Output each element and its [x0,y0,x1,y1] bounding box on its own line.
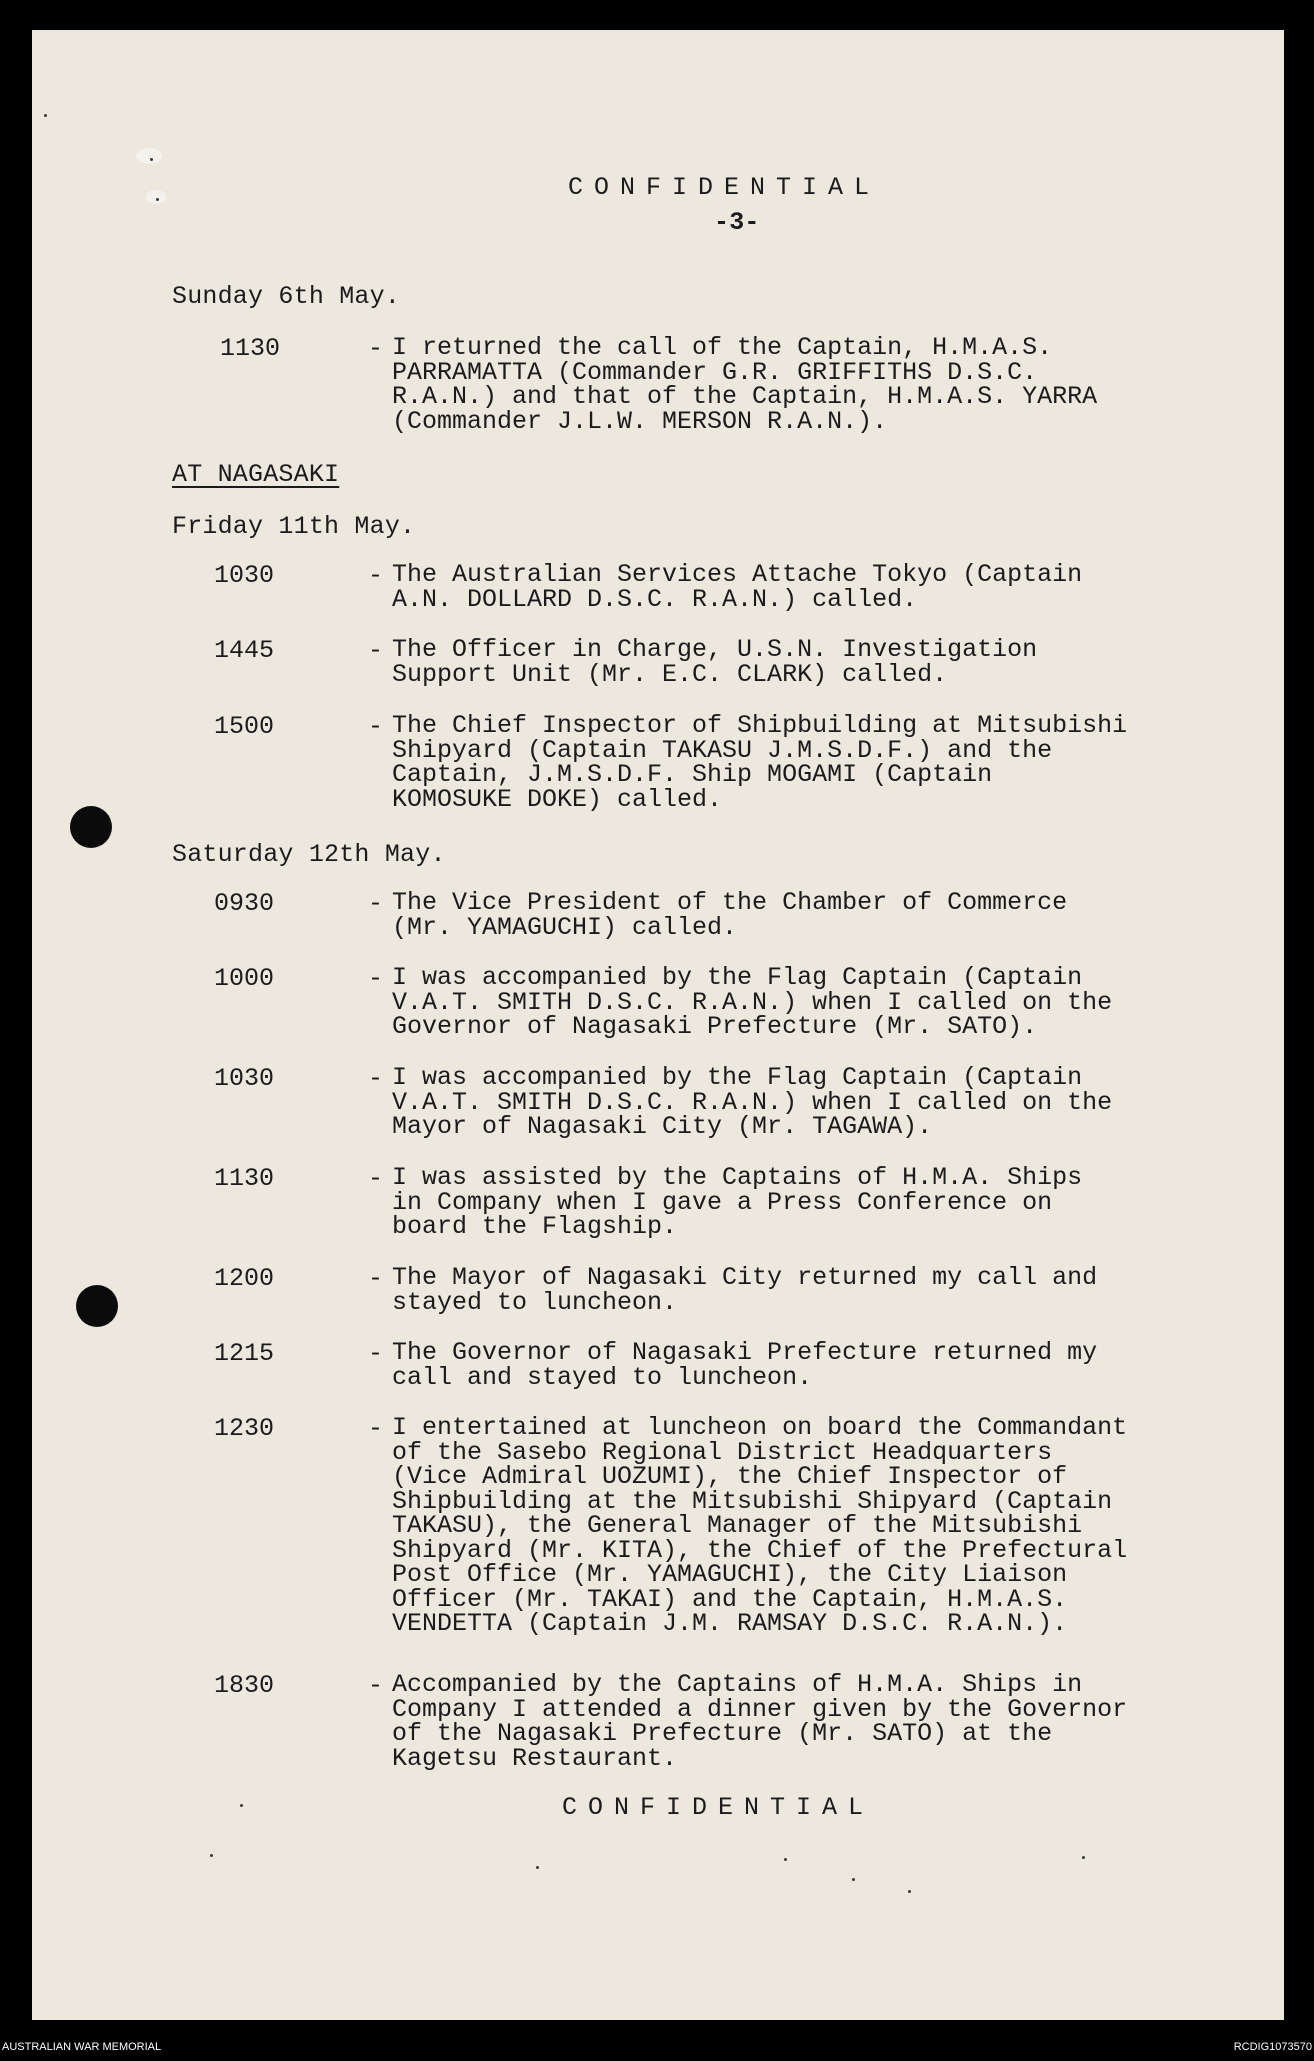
footer-classification: CONFIDENTIAL [562,1793,875,1822]
entry-time: 1230 [214,1414,275,1443]
entry-line: Shipyard (Mr. KITA), the Chief of the Prefectural [392,1535,1128,1565]
entry-line: The Vice President of the Chamber of Commerce [392,888,1068,917]
entry-line: The Governor of Nagasaki Prefecture returned my [392,1338,1098,1367]
paper-speck [852,1878,855,1881]
entry-line: I was accompanied by the Flag Captain (Captain [392,1063,1083,1092]
entry-line: I entertained at luncheon on board the Commandant [392,1413,1128,1442]
entry-line: The Officer in Charge, U.S.N. Investigation [392,635,1038,664]
entry-line: (Mr. YAMAGUCHI) called. [392,912,738,942]
paper-speck [156,198,159,201]
entry-dash: - [368,889,384,918]
entry-text [392,1263,1152,1317]
entry-line: Governor of Nagasaki Prefecture (Mr. SATO). [392,1012,1038,1041]
entry-line: Post Office (Mr. YAMAGUCHI), the City Liaison [392,1560,1068,1589]
entry-line: I was assisted by the Captains of H.M.A. Ships [392,1163,1083,1192]
paper-speck [44,114,47,117]
entry-text [392,1338,1152,1392]
entry-dash: - [368,1671,384,1700]
entry-line: The Mayor of Nagasaki City returned my call and [392,1263,1098,1292]
entry-dash: - [368,1164,384,1193]
archive-institution: AUSTRALIAN WAR MEMORIAL [2,2041,162,2053]
entry-time: 1030 [214,561,275,590]
entry-time: 1445 [214,636,275,665]
entry-line: A.N. DOLLARD D.S.C. R.A.N.) called. [392,584,918,614]
entry-line: R.A.N.) and that of the Captain, H.M.A.S. YARRA [392,382,1098,411]
punch-hole [76,1285,118,1327]
document-page [32,30,1284,2020]
entry-dash: - [368,964,384,993]
entry-line: Shipyard (Captain TAKASU J.M.S.D.F.) and the [392,735,1053,765]
entry-text [392,560,1152,614]
entry-line: call and stayed to luncheon. [392,1362,813,1392]
entry-text [392,888,1152,942]
entry-line: Support Unit (Mr. E.C. CLARK) called. [392,659,948,689]
entry-line: I was accompanied by the Flag Captain (Captain [392,963,1083,992]
entry-line: Kagetsu Restaurant. [392,1743,678,1773]
paper-speck [784,1858,787,1861]
entry-line: Accompanied by the Captains of H.M.A. Ships in [392,1670,1083,1699]
entry-line: Company I attended a dinner given by the Governor [392,1694,1128,1724]
entry-line: board the Flagship. [392,1212,678,1241]
archive-reference: RCDIG1073570 [1233,2041,1312,2053]
entry-line: KOMOSUKE DOKE) called. [392,784,723,814]
entry-dash: - [368,1414,384,1443]
entry-line: Mayor of Nagasaki City (Mr. TAGAWA). [392,1112,933,1141]
date-heading: Sunday 6th May. [172,282,401,311]
entry-dash: - [368,712,384,741]
entry-time: 1130 [220,334,281,363]
entry-text [392,711,1152,814]
entry-text [392,333,1152,436]
entry-dash: - [368,334,384,363]
location-heading: AT NAGASAKI [172,460,340,489]
entry-dash: - [368,561,384,590]
punch-hole [70,806,112,848]
date-heading: Saturday 12th May. [172,840,446,869]
entry-line: PARRAMATTA (Commander G.R. GRIFFITHS D.S.C. [392,357,1038,387]
header-classification: CONFIDENTIAL [568,173,881,202]
paper-speck [240,1804,243,1807]
entry-text [392,1063,1152,1141]
entry-dash: - [368,1264,384,1293]
entry-time: 0930 [214,889,275,918]
entry-text [392,635,1152,689]
entry-time: 1830 [214,1671,275,1700]
paper-scuff [136,148,162,164]
entry-line: (Commander J.L.W. MERSON R.A.N.). [392,406,888,436]
entry-dash: - [368,1064,384,1093]
paper-speck [210,1854,213,1857]
entry-time: 1000 [214,964,275,993]
entry-text [392,963,1152,1041]
entry-line: in Company when I gave a Press Conference on [392,1187,1053,1217]
entry-line: V.A.T. SMITH D.S.C. R.A.N.) when I called on the [392,1087,1113,1117]
entry-text [392,1413,1152,1638]
entry-time: 1130 [214,1164,275,1193]
entry-line: Captain, J.M.S.D.F. Ship MOGAMI (Captain [392,760,993,789]
entry-time: 1030 [214,1064,275,1093]
entry-line: stayed to luncheon. [392,1287,678,1317]
entry-line: VENDETTA (Captain J.M. RAMSAY D.S.C. R.A.N.). [392,1609,1068,1638]
entry-time: 1215 [214,1339,275,1368]
paper-speck [908,1890,911,1893]
entry-line: of the Nagasaki Prefecture (Mr. SATO) at the [392,1719,1053,1748]
entry-line: TAKASU), the General Manager of the Mitsubishi [392,1511,1083,1540]
entry-time: 1200 [214,1264,275,1293]
entry-line: The Australian Services Attache Tokyo (Captain [392,560,1083,589]
entry-line: Shipbuilding at the Mitsubishi Shipyard (Captain [392,1486,1113,1516]
entry-line: The Chief Inspector of Shipbuilding at Mitsubishi [392,711,1128,740]
paper-scuff [146,190,166,204]
date-heading: Friday 11th May. [172,512,416,541]
entry-dash: - [368,1339,384,1368]
entry-line: (Vice Admiral UOZUMI), the Chief Inspector of [392,1462,1068,1491]
entry-time: 1500 [214,712,275,741]
entry-text [392,1670,1152,1773]
entry-text [392,1163,1152,1241]
entry-line: Officer (Mr. TAKAI) and the Captain, H.M.A.S. [392,1584,1068,1614]
paper-speck [150,158,153,161]
page-number: -3- [714,208,760,237]
entry-line: V.A.T. SMITH D.S.C. R.A.N.) when I called on the [392,987,1113,1017]
entry-line: I returned the call of the Captain, H.M.A.S. [392,333,1053,362]
paper-speck [1082,1856,1085,1859]
entry-line: of the Sasebo Regional District Headquarters [392,1437,1053,1467]
paper-speck [536,1866,539,1869]
entry-dash: - [368,636,384,665]
